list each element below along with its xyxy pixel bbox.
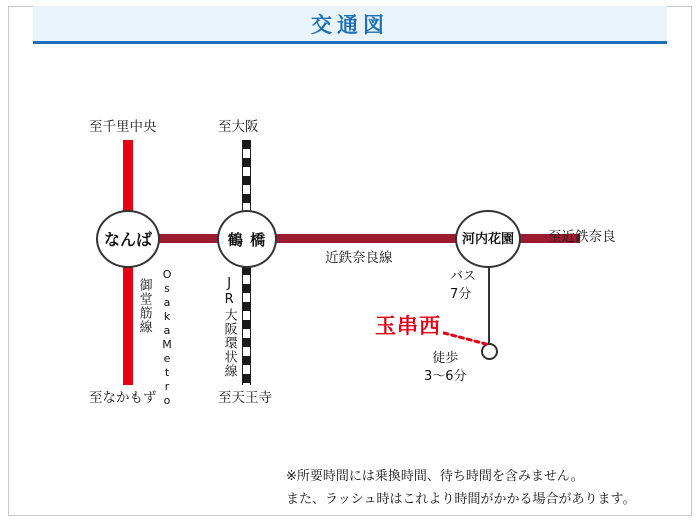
direction-label-kintetsu-nara: 至近鉄奈良 xyxy=(548,229,616,245)
line-label-osaka-metro: OsakaMetro xyxy=(160,268,174,408)
line-label-jr-loop: JR大阪環状線 xyxy=(221,276,237,378)
page-title: 交通図 xyxy=(311,13,389,37)
destination-label-tamakushinishi: 玉串西 xyxy=(375,314,441,338)
footnote-line-1: ※所要時間には乗換時間、待ち時間を含みません。 xyxy=(286,469,584,484)
footnote xyxy=(286,466,635,512)
walk-access-mode: 徒歩 xyxy=(432,351,459,366)
bus-access-mode: バス xyxy=(450,269,477,284)
line-label-midosuji: 御堂筋線 xyxy=(136,278,152,334)
line-label-kintetsu-nara: 近鉄奈良線 xyxy=(325,250,393,266)
footnote-line-2: また、ラッシュ時はこれより時間がかかる場合があります。 xyxy=(286,491,636,507)
direction-label-osaka: 至大阪 xyxy=(218,119,259,135)
station-namba: なんば xyxy=(96,210,160,268)
direction-label-senri-chuo: 至千里中央 xyxy=(89,119,157,135)
walking-route-dotted-line xyxy=(443,331,487,347)
walk-access-label xyxy=(424,350,467,385)
direction-label-tennoji: 至天王寺 xyxy=(218,390,272,406)
bus-access-label xyxy=(450,268,476,303)
station-tsuruhashi: 鶴 橋 xyxy=(217,210,277,268)
direction-label-nakamozu: 至なかもず xyxy=(89,390,157,406)
station-kawachihanazono: 河内花園 xyxy=(455,210,521,268)
bus-access-duration: 7分 xyxy=(450,286,472,302)
walk-access-duration: 3〜6分 xyxy=(424,368,467,384)
